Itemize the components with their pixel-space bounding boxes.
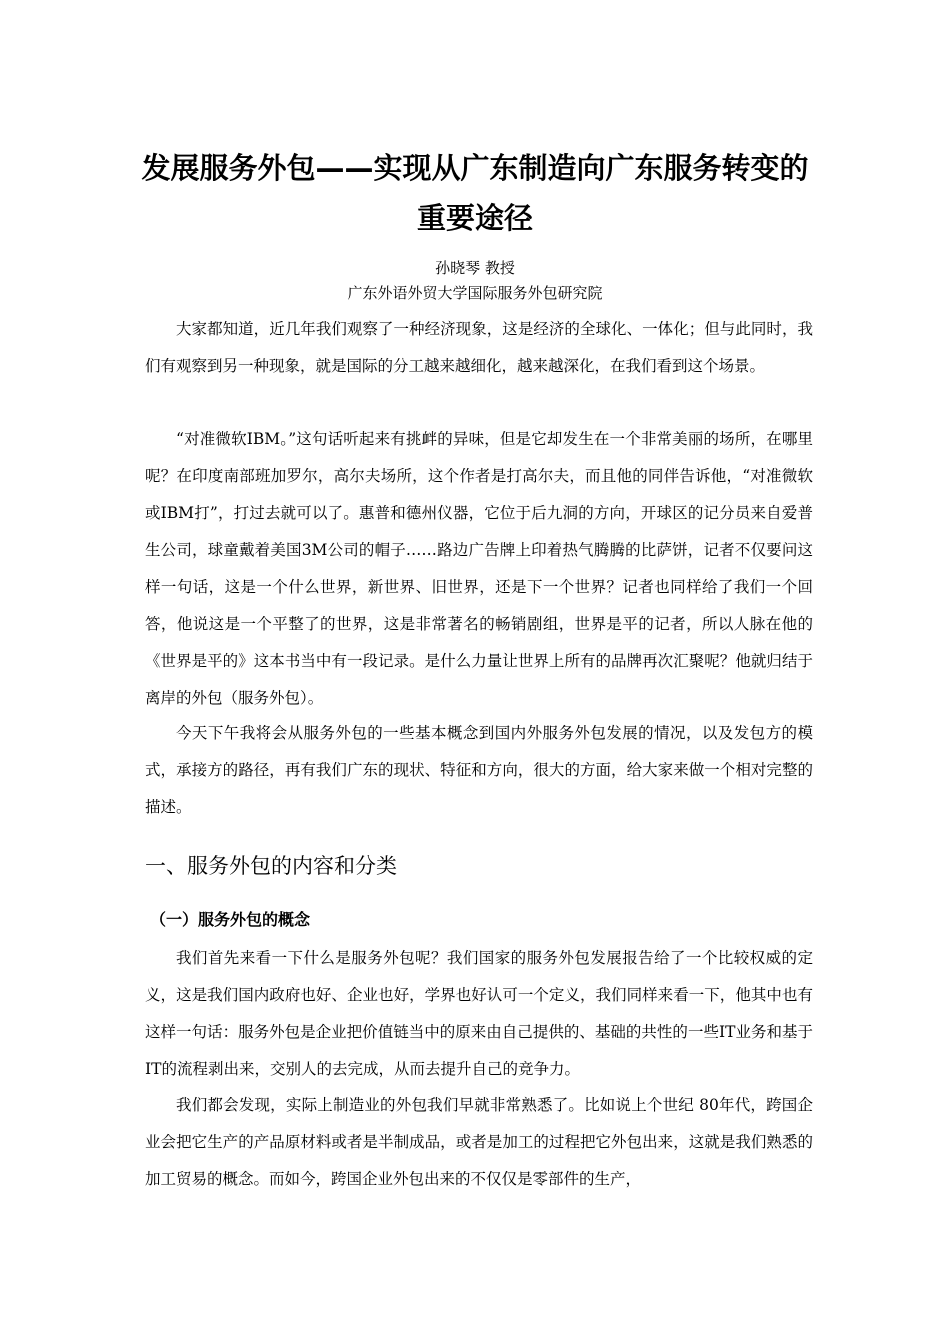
intro-paragraph-1: 大家都知道，近几年我们观察了一种经济现象，这是经济的全球化、一体化；但与此同时，我们有观察到另一种现象，就是国际的分工越来越细化，越来越深化，在我们看到这个场景。 — [145, 320, 813, 375]
intro-paragraph-3: 今天下午我将会从服务外包的一些基本概念到国内外服务外包发展的情况，以及发包方的模式，承接方的路径，再有我们广东的现状、特征和方向，很大的方面，给大家来做一个相对完整的描述。 — [145, 724, 813, 816]
document-title-line-2: 重要途径 — [416, 201, 533, 235]
author-name: 孙晓琴 教授 — [435, 259, 515, 277]
body-paragraph-1: 我们首先来看一下什么是服务外包呢？我们国家的服务外包发展报告给了一个比较权威的定义，这是我们国内政府也好、企业也好，学界也好认可一个定义，我们同样来看一下，他其中也有这样一句话：服务外包是企业把价值链当中的原来由自己提供的、基础的共性的一些IT业务和基于IT的流程剥出来，交别人的去完成，从而去提升自己的竞争力。 — [145, 949, 813, 1078]
author-affiliation: 广东外语外贸大学国际服务外包研究院 — [347, 284, 603, 302]
body-paragraph-2: 我们都会发现，实际上制造业的外包我们早就非常熟悉了。比如说上个世纪 80年代，跨国企业会把它生产的产品原材料或者是半制成品，或者是加工的过程把它外包出来，这就是我们熟悉的加工贸易的概念。而如今，跨国企业外包出来的不仅仅是零部件的生产， — [145, 1096, 813, 1188]
document-title-line-1: 发展服务外包——实现从广东制造向广东服务转变的 — [141, 151, 809, 185]
intro-paragraph-2: “对准微软IBM。”这句话听起来有挑衅的异味，但是它却发生在一个非常美丽的场所，在哪里呢？在印度南部班加罗尔，高尔夫场所，这个作者是打高尔夫，而且他的同伴告诉他，“对准微软或IBM打”，打过去就可以了。惠普和德州仪器，它位于后九洞的方向，开球区的记分员来自爱普生公司，球童戴着美国3M公司的帽子……路边广告牌上印着热气腾腾的比萨饼，记者不仅要问这样一句话，这是一个什么世界，新世界、旧世界，还是下一个世界？记者也同样给了我们一个回答，他说这是一个平整了的世界，这是非常著名的畅销剧组，世界是平的记者，所以人脉在他的《世界是平的》这本书当中有一段记录。是什么力量让世界上所有的品牌再次汇聚呢？他就归结于离岸的外包（服务外包）。 — [145, 430, 813, 707]
subsection-heading: （一）服务外包的概念 — [150, 910, 311, 929]
section-heading: 一、服务外包的内容和分类 — [145, 854, 397, 878]
